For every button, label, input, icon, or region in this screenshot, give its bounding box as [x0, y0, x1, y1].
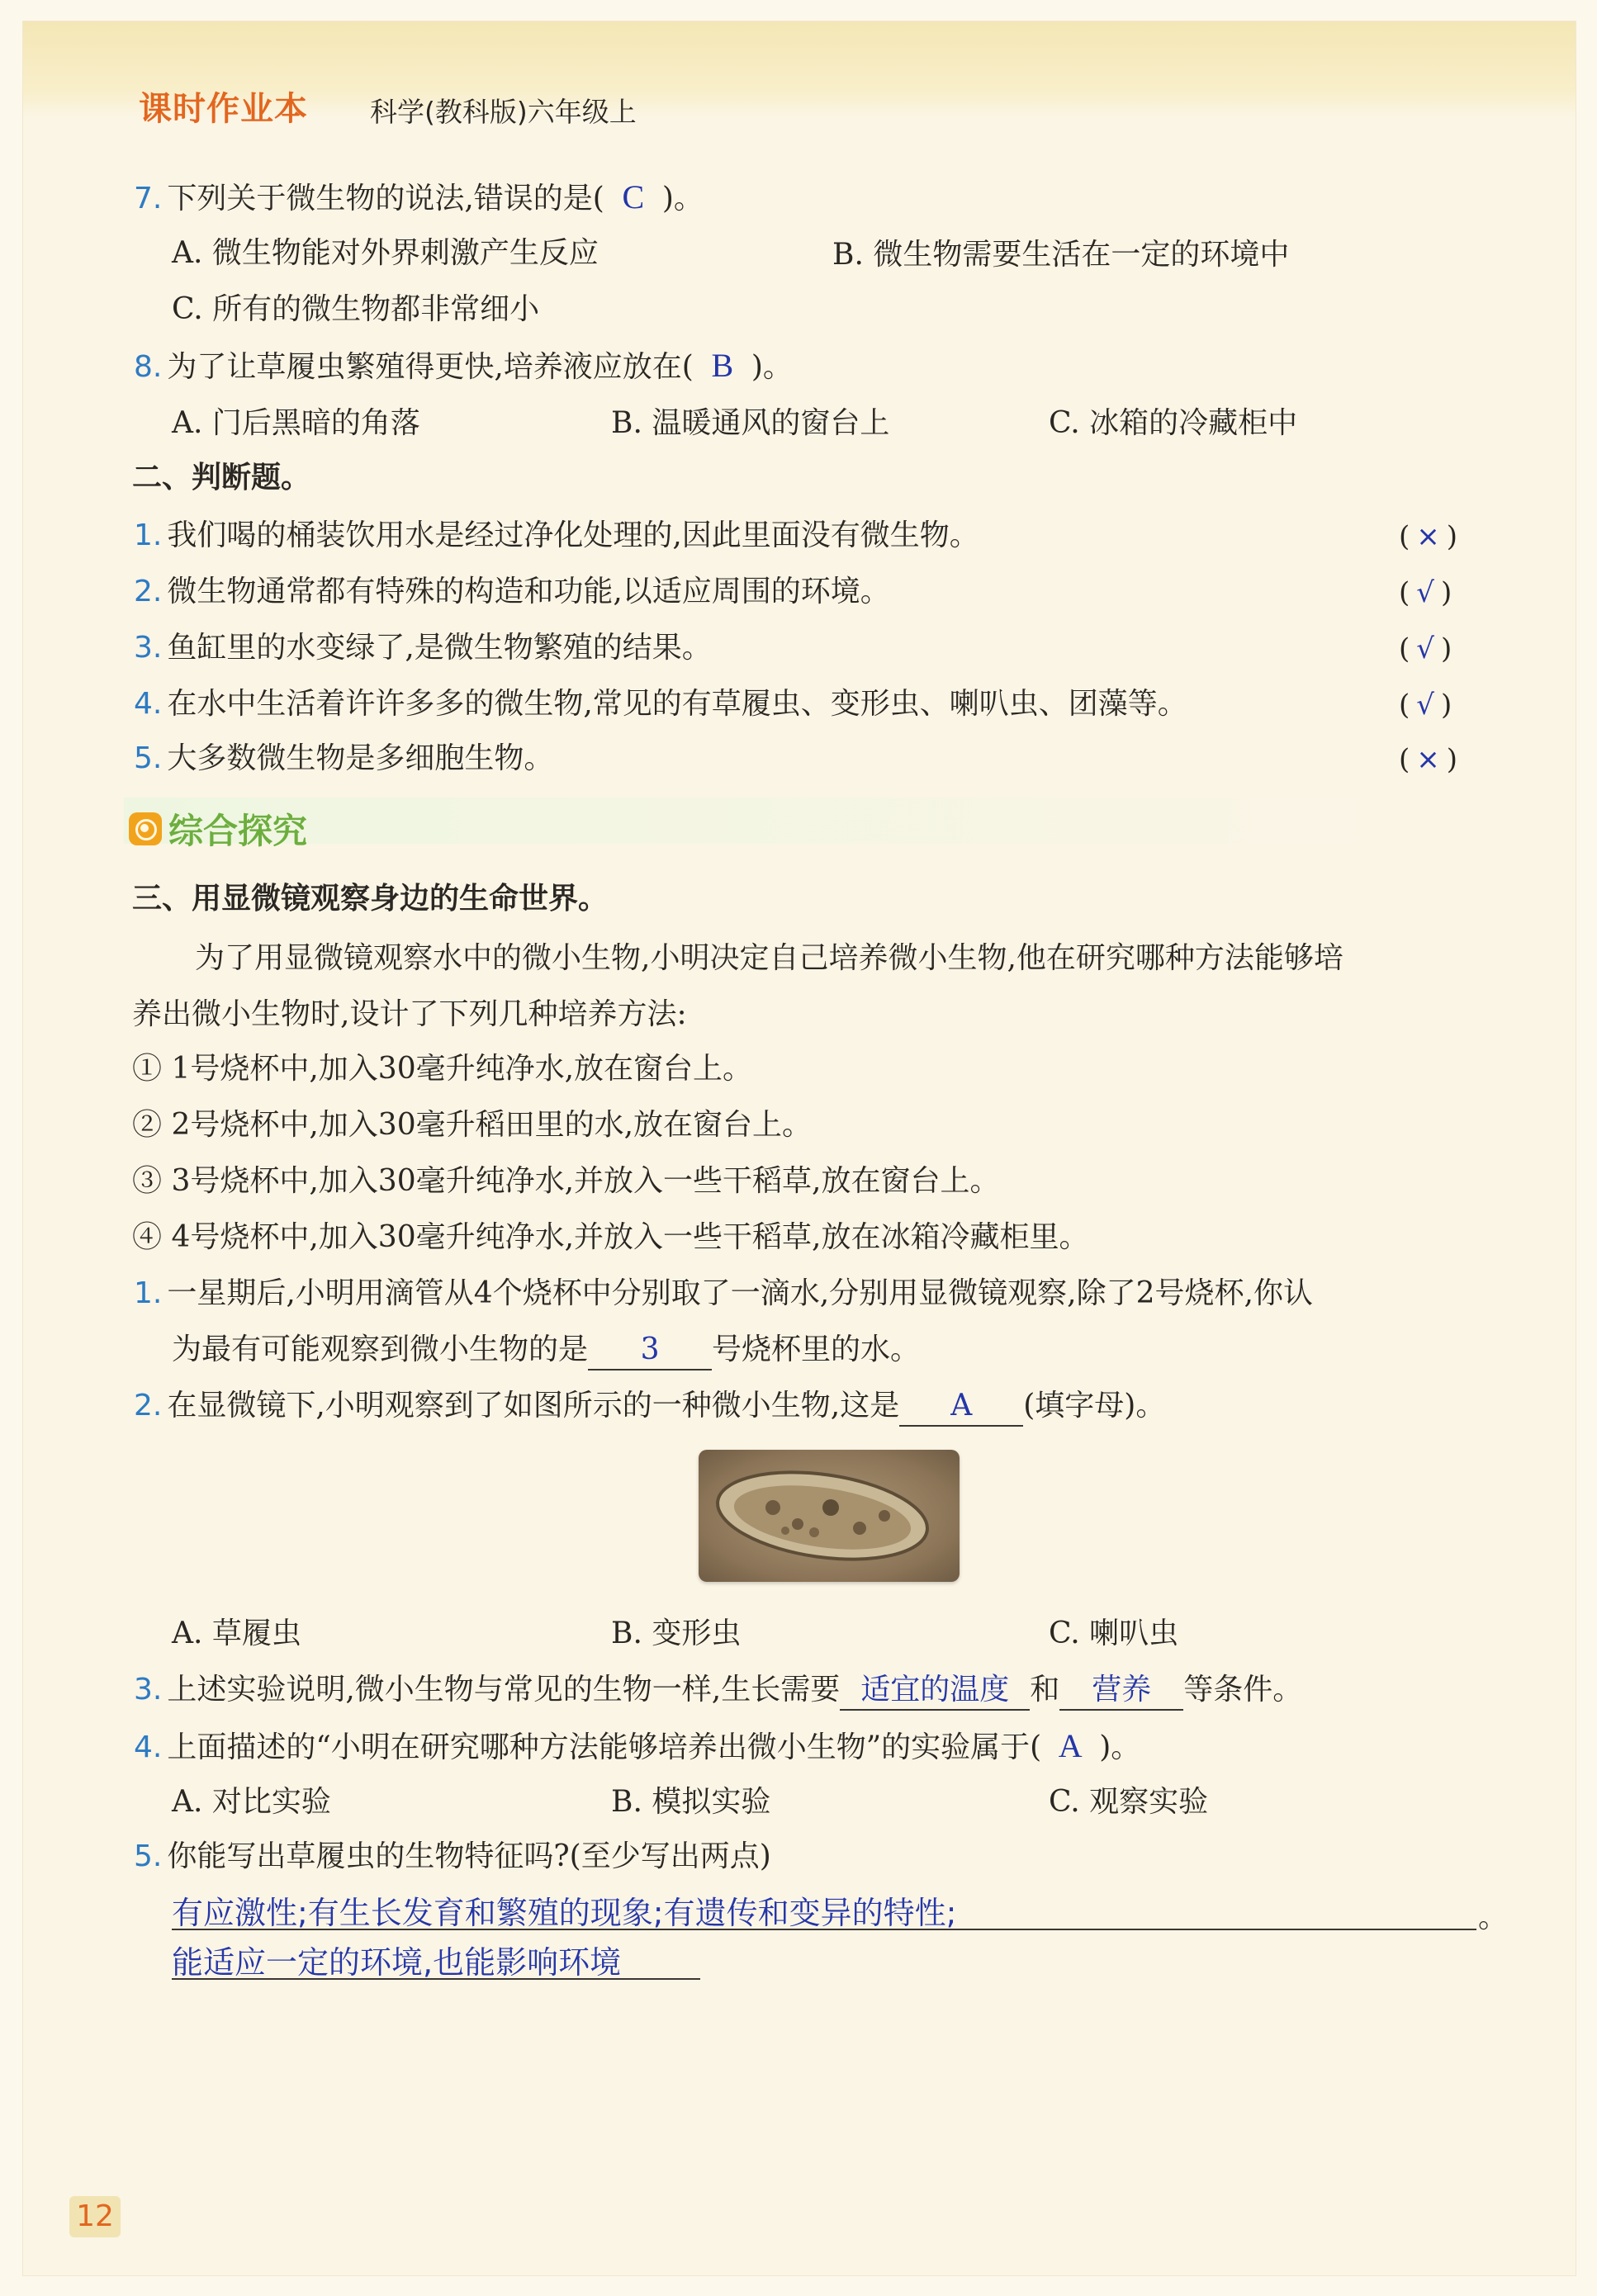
explore-question-2: [134, 1387, 1165, 1427]
option-b: B. 变形虫: [611, 1617, 742, 1650]
question-number: 5.: [134, 1839, 163, 1873]
question-stem-end: 号烧杯里的水。: [712, 1333, 921, 1366]
question-number: 3.: [134, 1673, 163, 1707]
option-b: B. 模拟实验: [611, 1785, 771, 1819]
answer-choice: C: [622, 178, 645, 215]
subject-title: 科学(教科版)六年级上: [370, 96, 637, 128]
option-c: C. 喇叭虫: [1049, 1617, 1179, 1650]
answer-rule-2: [172, 1978, 700, 1980]
question-stem: 为最有可能观察到微小生物的是: [172, 1333, 589, 1366]
question-stem: 下列关于微生物的说法,错误的是(: [167, 182, 604, 215]
paramecium-illustration: [699, 1450, 960, 1582]
item-text: 大多数微生物是多细胞生物。: [167, 741, 554, 775]
item-text: 微生物通常都有特殊的构造和功能,以适应周围的环境。: [167, 575, 890, 608]
question-stem-end: )。: [661, 182, 704, 215]
option-a: A. 微生物能对外界刺激产生反应: [172, 236, 599, 270]
question-8: [134, 347, 793, 386]
item-text: 鱼缸里的水变绿了,是微生物繁殖的结果。: [167, 631, 712, 665]
question-stem-end: )。: [1099, 1730, 1141, 1764]
method-2: ② 2号烧杯中,加入30毫升稻田里的水,放在窗台上。: [132, 1108, 813, 1142]
judge-mark-3: (√): [1399, 632, 1459, 665]
judge-answer: √: [1416, 689, 1441, 722]
brand-title: 课时作业本: [139, 90, 308, 128]
question-number: 4.: [134, 1730, 163, 1764]
question-stem-end: (填字母)。: [1023, 1389, 1166, 1423]
intro-line-1: 为了用显微镜观察水中的微小生物,小明决定自己培养微小生物,他在研究哪种方法能够培: [195, 941, 1343, 975]
answer-blank-2: 营养: [1059, 1671, 1183, 1711]
judge-item-3: [134, 629, 712, 667]
judge-mark-2: (√): [1399, 576, 1459, 609]
target-icon: [129, 812, 162, 845]
explore-question-4: [134, 1727, 1140, 1767]
option-b: B. 温暖通风的窗台上: [611, 406, 890, 440]
question-stem-end: )。: [751, 350, 793, 384]
question-stem: 在显微镜下,小明观察到了如图所示的一种微小生物,这是: [167, 1389, 900, 1423]
explore-question-3: [134, 1671, 1302, 1711]
item-number: 3.: [134, 631, 163, 665]
judge-mark-1: (×): [1399, 520, 1465, 553]
answer-rule-1: [172, 1929, 1476, 1930]
option-b: B. 微生物需要生活在一定的环境中: [832, 238, 1290, 272]
method-3: ③ 3号烧杯中,加入30毫升纯净水,并放入一些干稻草,放在窗台上。: [132, 1164, 1000, 1198]
judge-item-1: [134, 517, 979, 555]
explore-question-1-line2: [172, 1331, 920, 1370]
question-stem: 上述实验说明,微小生物与常见的生物一样,生长需要: [167, 1673, 841, 1707]
judge-mark-4: (√): [1399, 689, 1459, 722]
judge-mark-5: (×): [1399, 743, 1465, 776]
answer-blank: A: [899, 1387, 1023, 1427]
section-banner-background: [124, 798, 1396, 844]
question-stem: 你能写出草履虫的生物特征吗?(至少写出两点): [167, 1839, 771, 1873]
judge-item-2: [134, 573, 890, 611]
answer-blank: 3: [588, 1331, 712, 1370]
answer-blank-1: 适宜的温度: [840, 1671, 1030, 1711]
option-c: C. 冰箱的冷藏柜中: [1049, 406, 1298, 440]
option-a: A. 草履虫: [172, 1617, 301, 1650]
question-7: [134, 178, 704, 218]
option-c: C. 观察实验: [1049, 1785, 1209, 1819]
question-number: 2.: [134, 1389, 163, 1423]
section-title: 综合探究: [168, 811, 308, 851]
handwritten-answer-line-1: 有应激性;有生长发育和繁殖的现象;有遗传和变异的特性;: [172, 1895, 957, 1931]
answer-end-mark: 。: [1478, 1901, 1509, 1934]
question-number: 8.: [134, 350, 163, 384]
question-number: 1.: [134, 1276, 163, 1310]
section-heading-judge: 二、判断题。: [132, 461, 311, 495]
question-number: 7.: [134, 182, 163, 215]
item-number: 5.: [134, 741, 163, 775]
option-a: A. 门后黑暗的角落: [172, 406, 420, 440]
connector-text: 和: [1030, 1673, 1060, 1707]
option-c: C. 所有的微生物都非常细小: [172, 292, 540, 326]
judge-answer: ×: [1416, 743, 1447, 776]
item-text: 在水中生活着许许多多的微生物,常见的有草履虫、变形虫、喇叭虫、团藻等。: [167, 687, 1187, 721]
section-banner: [129, 804, 307, 854]
item-number: 4.: [134, 687, 163, 721]
option-a: A. 对比实验: [172, 1785, 331, 1819]
item-text: 我们喝的桶装饮用水是经过净化处理的,因此里面没有微生物。: [167, 518, 979, 552]
judge-item-4: [134, 685, 1187, 723]
question-stem: 一星期后,小明用滴管从4个烧杯中分别取了一滴水,分别用显微镜观察,除了2号烧杯,你认: [167, 1276, 1313, 1310]
section-heading-explore: 三、用显微镜观察身边的生命世界。: [132, 882, 609, 916]
judge-answer: √: [1416, 632, 1441, 665]
judge-item-5: [134, 740, 553, 778]
answer-choice: A: [1058, 1727, 1083, 1764]
question-stem: 上面描述的“小明在研究哪种方法能够培养出微小生物”的实验属于(: [167, 1730, 1042, 1764]
item-number: 2.: [134, 575, 163, 608]
paramecium-micrograph: [699, 1450, 960, 1582]
question-stem: 为了让草履虫繁殖得更快,培养液应放在(: [167, 350, 694, 384]
intro-line-2: 养出微小生物时,设计了下列几种培养方法:: [132, 997, 687, 1031]
method-4: ④ 4号烧杯中,加入30毫升纯净水,并放入一些干稻草,放在冰箱冷藏柜里。: [132, 1220, 1089, 1254]
judge-answer: √: [1416, 576, 1441, 609]
question-stem-end: 等条件。: [1183, 1673, 1303, 1707]
item-number: 1.: [134, 518, 163, 552]
page-number: 12: [69, 2196, 121, 2237]
judge-answer: ×: [1416, 520, 1447, 553]
answer-choice: B: [711, 347, 734, 384]
method-1: ① 1号烧杯中,加入30毫升纯净水,放在窗台上。: [132, 1052, 753, 1086]
explore-question-1: [134, 1275, 1313, 1313]
explore-question-5: [134, 1838, 771, 1876]
handwritten-answer-line-2: 能适应一定的环境,也能影响环境: [172, 1944, 622, 1981]
